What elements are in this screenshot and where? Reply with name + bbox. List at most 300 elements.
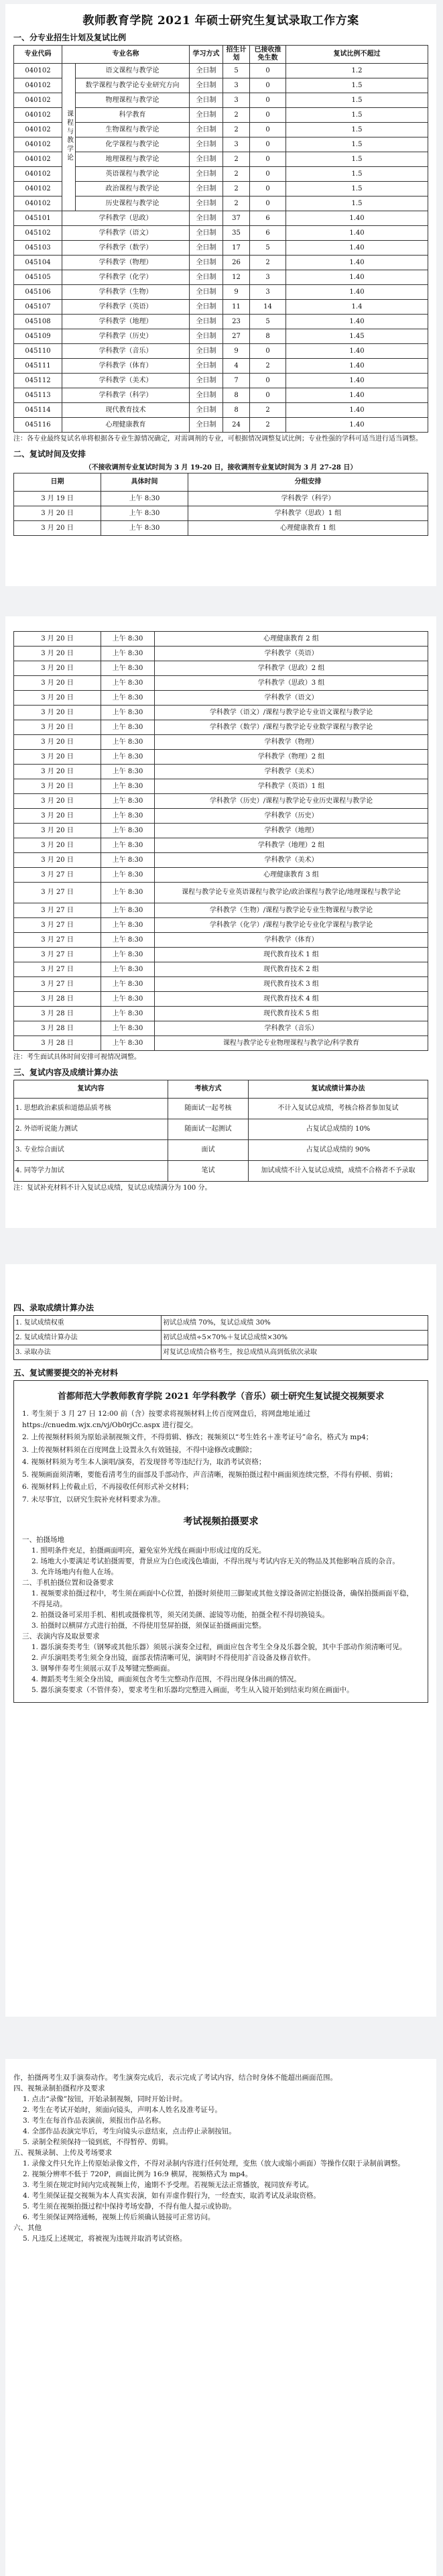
schedule-time: 上午 8:30 (101, 750, 155, 765)
requirement-heading: 作，拍摄两考生双手演奏动作。考生演奏完成后，表示完成了考试内容，结合时身体不能超出画面范围。 (13, 2074, 337, 2082)
enrollment-plan-table (13, 45, 428, 433)
major-name: 学科教学（音乐） (62, 344, 190, 359)
schedule-time: 上午 8:30 (101, 824, 155, 838)
schedule-time: 上午 8:30 (101, 521, 188, 536)
ratio: 1.40 (286, 256, 428, 270)
exam-calc: 不计入复试总成绩，考核合格者参加复试 (249, 1099, 428, 1119)
requirement-heading: 五、视频录制、上传及考场要求 (13, 2149, 112, 2157)
plan-count: 5 (223, 64, 250, 78)
major-name: 科学教育 (76, 108, 190, 123)
video-requirement-box (13, 1380, 428, 1703)
exam-content: 2. 外语听说能力测试 (14, 1119, 168, 1140)
requirement-item: 1. 视频要求拍摄过程中，考生须在画面中心位置，拍摄时须使用三脚架或其他支撑设备固定拍摄设备，确保拍摄画面平稳，不得晃动。 (31, 1589, 414, 1608)
major-name: 心理健康教育 (62, 418, 190, 433)
table-row (14, 64, 428, 78)
schedule-date: 3 月 20 日 (14, 647, 101, 661)
schedule-date: 3 月 27 日 (14, 948, 101, 962)
table-row (14, 1345, 428, 1360)
study-mode: 全日制 (190, 182, 223, 197)
table-row (14, 661, 428, 676)
recommended-count: 2 (250, 256, 286, 270)
study-mode: 全日制 (190, 93, 223, 108)
recommended-count: 3 (250, 285, 286, 300)
exam-method: 笔试 (168, 1161, 249, 1182)
section-3-note: 注：复试补充材料不计入复试总成绩，复试总成绩满分为 100 分。 (13, 1184, 212, 1192)
col-header-group: 分组安排 (188, 473, 428, 492)
plan-count: 23 (223, 315, 250, 329)
requirement-item: 3. 考生在每首作品表演前，须报出作品名称。 (23, 2117, 166, 2125)
schedule-date: 3 月 19 日 (14, 492, 101, 506)
table-row (14, 492, 428, 506)
exam-calc: 加试成绩不计入复试总成绩，成绩不合格者不予录取 (249, 1161, 428, 1182)
major-code: 045111 (14, 359, 62, 374)
rule-paragraph: 7. 未尽事宜，以研究生院补充材料要求为准。 (22, 1495, 165, 1504)
schedule-time: 上午 8:30 (101, 794, 155, 809)
plan-count: 27 (223, 329, 250, 344)
major-name: 学科教学（语文） (62, 226, 190, 241)
section-3-heading: 三、复试内容及成绩计算办法 (13, 1068, 119, 1077)
schedule-date: 3 月 20 日 (14, 750, 101, 765)
plan-count: 3 (223, 137, 250, 152)
study-mode: 全日制 (190, 152, 223, 167)
calc-rule: 初试总成绩 70%，复试总成绩 30% (162, 1316, 428, 1331)
recommended-count: 0 (250, 108, 286, 123)
table-row (14, 315, 428, 329)
table-row (14, 197, 428, 211)
major-code: 040102 (14, 167, 62, 182)
table-row (14, 1099, 428, 1119)
schedule-date: 3 月 20 日 (14, 824, 101, 838)
table-row (14, 809, 428, 824)
recommended-count: 5 (250, 241, 286, 256)
study-mode: 全日制 (190, 123, 223, 137)
requirement-item: 3. 拍摄时以横屏方式进行拍摄，不得使用竖屏拍摄，须保证拍摄画面完整。 (31, 1622, 266, 1630)
schedule-group: 学科教学（科学） (188, 492, 428, 506)
schedule-group: 学科教学（地理） (155, 824, 428, 838)
plan-count: 37 (223, 211, 250, 226)
major-name: 现代教育技术 (62, 403, 190, 418)
table-row (14, 794, 428, 809)
schedule-time: 上午 8:30 (101, 868, 155, 883)
requirement-item: 5. 录制全程须保持一镜到底，不得暂停、剪辑。 (23, 2138, 173, 2146)
plan-count: 4 (223, 359, 250, 374)
study-mode: 全日制 (190, 270, 223, 285)
plan-count: 35 (223, 226, 250, 241)
calc-item: 1. 复试成绩权重 (14, 1316, 162, 1331)
requirement-heading: 二、手机拍摄位置和设备要求 (22, 1579, 114, 1587)
ratio: 1.5 (286, 197, 428, 211)
major-code: 045101 (14, 211, 62, 226)
section-4-heading: 四、录取成绩计算办法 (13, 1303, 94, 1312)
ratio: 1.40 (286, 359, 428, 374)
col-header-calc: 复试成绩计算办法 (249, 1080, 428, 1099)
recommended-count: 2 (250, 418, 286, 433)
schedule-date: 3 月 20 日 (14, 676, 101, 691)
col-header-recommended: 已接收推免生数 (250, 46, 286, 64)
schedule-time: 上午 8:30 (101, 853, 155, 868)
study-mode: 全日制 (190, 137, 223, 152)
schedule-date: 3 月 20 日 (14, 794, 101, 809)
ratio: 1.40 (286, 241, 428, 256)
table-row (14, 868, 428, 883)
plan-count: 3 (223, 93, 250, 108)
major-code: 040102 (14, 78, 62, 93)
table-row (14, 1140, 428, 1161)
major-code: 040102 (14, 123, 62, 137)
schedule-group: 学科教学（历史）/课程与教学论专业历史课程与教学论 (155, 794, 428, 809)
table-row (14, 93, 428, 108)
recommended-count: 0 (250, 123, 286, 137)
schedule-time: 上午 8:30 (101, 883, 155, 903)
table-row (14, 647, 428, 661)
schedule-time: 上午 8:30 (101, 1021, 155, 1036)
schedule-time: 上午 8:30 (101, 706, 155, 720)
schedule-date: 3 月 27 日 (14, 903, 101, 918)
major-code: 040102 (14, 197, 62, 211)
schedule-group: 现代教育技术 2 组 (155, 962, 428, 977)
major-code: 045109 (14, 329, 62, 344)
table-row (14, 779, 428, 794)
major-name: 学科教学（物理） (62, 256, 190, 270)
major-name: 数学课程与教学论专业研究方向 (76, 78, 190, 93)
major-code: 045112 (14, 374, 62, 388)
schedule-group: 心理健康教育 3 组 (155, 868, 428, 883)
requirement-heading: 四、视频录制拍摄程序及要求 (13, 2084, 105, 2092)
schedule-time: 上午 8:30 (101, 918, 155, 933)
table-row (14, 853, 428, 868)
requirement-item: 1. 照明条件充足，拍摄画面明亮，避免室外光线在画面中形成过度的反光。 (31, 1547, 266, 1555)
requirement-item: 4. 舞蹈类考生须全身出镜，画面须包含考生完整动作范围，不得出现身体出画的情况。 (31, 1675, 301, 1683)
table-row (14, 706, 428, 720)
ratio: 1.5 (286, 78, 428, 93)
schedule-time: 上午 8:30 (101, 1036, 155, 1051)
table-row (14, 123, 428, 137)
plan-count: 9 (223, 285, 250, 300)
col-header-date: 日期 (14, 473, 101, 492)
schedule-group: 学科教学（英语）1 组 (155, 779, 428, 794)
plan-count: 2 (223, 152, 250, 167)
major-name: 历史课程与教学论 (76, 197, 190, 211)
col-header-name: 专业名称 (62, 46, 190, 64)
major-name: 学科教学（美术） (62, 374, 190, 388)
schedule-date: 3 月 28 日 (14, 1007, 101, 1021)
calc-rule: 初试总成绩÷5×70%＋复试总成绩×30% (162, 1331, 428, 1345)
plan-count: 26 (223, 256, 250, 270)
schedule-time: 上午 8:30 (101, 506, 188, 521)
ratio: 1.40 (286, 211, 428, 226)
major-name: 学科教学（思政） (62, 211, 190, 226)
study-mode: 全日制 (190, 315, 223, 329)
col-header-method: 考核方式 (168, 1080, 249, 1099)
table-row (14, 1007, 428, 1021)
table-row (14, 676, 428, 691)
requirement-item: 2. 考生在考试开始时，须面向镜头，声明本人姓名及准考证号。 (23, 2106, 222, 2114)
table-row (14, 137, 428, 152)
table-row (14, 182, 428, 197)
plan-count: 7 (223, 374, 250, 388)
table-row (14, 903, 428, 918)
ratio: 1.40 (286, 403, 428, 418)
exam-method: 面试 (168, 1140, 249, 1161)
schedule-date: 3 月 27 日 (14, 868, 101, 883)
plan-count: 2 (223, 197, 250, 211)
major-name: 物理课程与教学论 (76, 93, 190, 108)
study-mode: 全日制 (190, 241, 223, 256)
schedule-time: 上午 8:30 (101, 977, 155, 992)
ratio: 1.40 (286, 315, 428, 329)
schedule-date: 3 月 28 日 (14, 1036, 101, 1051)
study-mode: 全日制 (190, 167, 223, 182)
schedule-group: 学科教学（思政）3 组 (155, 676, 428, 691)
major-name: 学科教学（生物） (62, 285, 190, 300)
study-mode: 全日制 (190, 226, 223, 241)
major-code: 045116 (14, 418, 62, 433)
table-row (14, 824, 428, 838)
recommended-count: 0 (250, 374, 286, 388)
table-row (14, 329, 428, 344)
schedule-date: 3 月 28 日 (14, 1021, 101, 1036)
exam-calc: 占复试总成绩的 90% (249, 1140, 428, 1161)
study-mode: 全日制 (190, 329, 223, 344)
calc-rule: 对复试总成绩合格考生，按总成绩从高到低依次录取 (162, 1345, 428, 1360)
ratio: 1.5 (286, 152, 428, 167)
schedule-group: 学科教学（物理） (155, 735, 428, 750)
study-mode: 全日制 (190, 403, 223, 418)
requirement-heading: 六、其他 (13, 2224, 42, 2232)
schedule-time: 上午 8:30 (101, 632, 155, 647)
recommended-count: 5 (250, 315, 286, 329)
schedule-group: 课程与教学论专业物理课程与教学论/科学教育 (155, 1036, 428, 1051)
rule-paragraph: 6. 视频材料上传截止后，不再接收任何形式补交材料； (22, 1483, 193, 1491)
schedule-time: 上午 8:30 (101, 962, 155, 977)
calc-item: 3. 录取办法 (14, 1345, 162, 1360)
major-code: 045105 (14, 270, 62, 285)
col-header-code: 专业代码 (14, 46, 62, 64)
major-name: 学科教学（体育） (62, 359, 190, 374)
exam-content: 4. 同等学力加试 (14, 1161, 168, 1182)
schedule-group: 学科教学（思政）1 组 (188, 506, 428, 521)
schedule-table-part-2 (13, 631, 428, 1051)
major-name: 学科教学（数学） (62, 241, 190, 256)
schedule-group: 现代教育技术 1 组 (155, 948, 428, 962)
table-row (14, 108, 428, 123)
ratio: 1.40 (286, 344, 428, 359)
major-name: 学科教学（地理） (62, 315, 190, 329)
plan-count: 2 (223, 123, 250, 137)
exam-method: 随面试一起考核 (168, 1099, 249, 1119)
table-row (14, 720, 428, 735)
study-mode: 全日制 (190, 344, 223, 359)
schedule-group: 学科教学（英语） (155, 647, 428, 661)
section-2-note: 注：考生面试具体时间安排可视情况调整。 (13, 1054, 141, 1061)
col-header-mode: 学习方式 (190, 46, 223, 64)
major-name: 学科教学（科学） (62, 388, 190, 403)
table-row (14, 977, 428, 992)
table-row (14, 78, 428, 93)
table-row (14, 1021, 428, 1036)
requirement-item: 3. 考生须在规定时间内完成视频上传，逾期不予受理。若视频无法正常播放，视同放弃考试。 (23, 2181, 314, 2189)
schedule-date: 3 月 20 日 (14, 735, 101, 750)
schedule-time: 上午 8:30 (101, 720, 155, 735)
table-row (14, 1331, 428, 1345)
table-row (14, 918, 428, 933)
table-row (14, 167, 428, 182)
schedule-date: 3 月 27 日 (14, 933, 101, 948)
exam-calc: 占复试总成绩的 10% (249, 1119, 428, 1140)
study-mode: 全日制 (190, 374, 223, 388)
recommended-count: 0 (250, 344, 286, 359)
video-doc-title: 首都师范大学教师教育学院 2021 年学科教学（音乐）硕士研究生复试提交视频要求 (57, 1392, 385, 1402)
schedule-time: 上午 8:30 (101, 676, 155, 691)
major-name: 地理课程与教学论 (76, 152, 190, 167)
study-mode: 全日制 (190, 359, 223, 374)
document-page-2 (5, 616, 436, 1228)
recommended-count: 0 (250, 388, 286, 403)
section-1-heading: 一、分专业招生计划及复试比例 (13, 33, 127, 42)
schedule-time: 上午 8:30 (101, 903, 155, 918)
major-code: 045107 (14, 300, 62, 315)
rule-paragraph: 2. 上传视频材料须为原始录制视频文件，不得剪辑、修改；视频须以“考生姓名＋准考证号”命名，格式为 mp4； (22, 1433, 373, 1441)
group-label-text: 课程与教学论 (65, 109, 73, 162)
study-mode: 全日制 (190, 211, 223, 226)
schedule-time: 上午 8:30 (101, 647, 155, 661)
plan-count: 24 (223, 418, 250, 433)
group-label (62, 64, 76, 211)
ratio: 1.45 (286, 329, 428, 344)
exam-content-table (13, 1080, 428, 1182)
section-2-heading: 二、复试时间及安排 (13, 449, 86, 459)
document-title: 教师教育学院 2021 年硕士研究生复试录取工作方案 (82, 14, 359, 27)
schedule-group: 心理健康教育 2 组 (155, 632, 428, 647)
schedule-date: 3 月 20 日 (14, 853, 101, 868)
study-mode: 全日制 (190, 256, 223, 270)
plan-count: 17 (223, 241, 250, 256)
requirement-heading: 一、拍摄场地 (22, 1536, 64, 1544)
ratio: 1.2 (286, 64, 428, 78)
schedule-date: 3 月 20 日 (14, 838, 101, 853)
col-header-ratio: 复试比例不超过 (286, 46, 428, 64)
table-row (14, 506, 428, 521)
schedule-date: 3 月 27 日 (14, 883, 101, 903)
study-mode: 全日制 (190, 418, 223, 433)
table-row (14, 285, 428, 300)
schedule-group: 学科教学（历史） (155, 809, 428, 824)
recommended-count: 0 (250, 64, 286, 78)
schedule-time: 上午 8:30 (101, 948, 155, 962)
schedule-group: 学科教学（数学）/课程与教学论专业数学课程与教学论 (155, 720, 428, 735)
schedule-date: 3 月 20 日 (14, 779, 101, 794)
major-code: 040102 (14, 182, 62, 197)
table-row (14, 962, 428, 977)
major-code: 040102 (14, 93, 62, 108)
calc-item: 2. 复试成绩计算办法 (14, 1331, 162, 1345)
recommended-count: 0 (250, 152, 286, 167)
document-page-3 (5, 1264, 436, 2017)
requirement-item: 3. 允许场地内有他人在场。 (31, 1568, 118, 1576)
schedule-time: 上午 8:30 (101, 492, 188, 506)
schedule-time: 上午 8:30 (101, 933, 155, 948)
schedule-group: 学科教学（体育） (155, 933, 428, 948)
ratio: 1.5 (286, 108, 428, 123)
schedule-group: 学科教学（思政）2 组 (155, 661, 428, 676)
major-code: 040102 (14, 137, 62, 152)
ratio: 1.40 (286, 270, 428, 285)
schedule-time: 上午 8:30 (101, 809, 155, 824)
plan-count: 9 (223, 344, 250, 359)
ratio: 1.5 (286, 137, 428, 152)
requirement-item: 6. 考生须保证网络通畅，视频上传后须确认链接可正常访问。 (23, 2213, 215, 2221)
study-mode: 全日制 (190, 285, 223, 300)
major-code: 045113 (14, 388, 62, 403)
recommended-count: 0 (250, 197, 286, 211)
schedule-time: 上午 8:30 (101, 691, 155, 706)
recommended-count: 6 (250, 211, 286, 226)
schedule-date: 3 月 20 日 (14, 765, 101, 779)
requirement-item: 1. 点击“录像”按钮，开始录制视频，同时开始计时。 (23, 2095, 187, 2103)
recommended-count: 14 (250, 300, 286, 315)
requirement-item: 2. 场地大小要满足考试拍摄需要，背景应为白色或浅色墙面，不得出现与考试内容无关的物品及其他影响音质的杂音。 (31, 1557, 399, 1565)
section-1-note: 注：各专业最终复试名单将根据各专业生源情况确定，对需调剂的专业，可根据情况调整复试比例；专业性强的学科可适当进行适当调整。 (13, 435, 422, 443)
ratio: 1.40 (286, 285, 428, 300)
table-row (14, 211, 428, 226)
ratio: 1.40 (286, 418, 428, 433)
table-row (14, 948, 428, 962)
requirement-item: 4. 考生须保证提交视频为本人真实表演，如有弄虚作假行为，一经查实，取消考试及录取资格。 (23, 2192, 320, 2200)
recommended-count: 0 (250, 78, 286, 93)
schedule-date: 3 月 20 日 (14, 506, 101, 521)
schedule-time: 上午 8:30 (101, 735, 155, 750)
table-row (14, 403, 428, 418)
plan-count: 2 (223, 108, 250, 123)
ratio: 1.5 (286, 167, 428, 182)
section-2-subtitle: （不接收调剂专业复试时间为 3 月 19-20 日，接收调剂专业复试时间为 3 月 27-28 日） (84, 464, 357, 471)
recommended-count: 6 (250, 226, 286, 241)
major-code: 045104 (14, 256, 62, 270)
recommended-count: 0 (250, 93, 286, 108)
schedule-date: 3 月 20 日 (14, 720, 101, 735)
major-code: 045110 (14, 344, 62, 359)
study-mode: 全日制 (190, 388, 223, 403)
requirement-item: 5. 器乐演奏要求（不管伴奏），要求考生和乐器均完整进入画面，考生从入镜开始到结束均须在画面中。 (31, 1686, 354, 1694)
submission-rules (22, 1408, 420, 1505)
schedule-date: 3 月 20 日 (14, 706, 101, 720)
requirement-heading: 三、表演内容及取景要求 (22, 1632, 100, 1640)
table-row (14, 1119, 428, 1140)
plan-count: 8 (223, 403, 250, 418)
recommended-count: 2 (250, 403, 286, 418)
table-row (14, 1161, 428, 1182)
major-code: 040102 (14, 152, 62, 167)
major-name: 语文课程与教学论 (76, 64, 190, 78)
schedule-date: 3 月 20 日 (14, 661, 101, 676)
study-mode: 全日制 (190, 64, 223, 78)
requirement-item: 2. 声乐演唱类考生须全身出镜，面部表情清晰可见，演唱时不得使用扩音设备及修音软件。 (31, 1654, 315, 1662)
schedule-group: 学科教学（生物）/课程与教学论专业生物课程与教学论 (155, 903, 428, 918)
requirement-item: 2. 拍摄设备可采用手机、相机或摄像机等，须关闭美颜、滤镜等功能，拍摄全程不得切换镜头。 (31, 1611, 329, 1619)
study-mode: 全日制 (190, 197, 223, 211)
major-code: 045106 (14, 285, 62, 300)
schedule-table-part-1 (13, 473, 428, 536)
schedule-time: 上午 8:30 (101, 1007, 155, 1021)
col-header-plan: 招生计划 (223, 46, 250, 64)
rule-paragraph: 3. 上传视频材料须在百度网盘上设置永久有效链接，不得中途修改或删除； (22, 1445, 257, 1454)
study-mode: 全日制 (190, 108, 223, 123)
table-row (14, 418, 428, 433)
table-row (14, 344, 428, 359)
col-header-time: 具体时间 (101, 473, 188, 492)
exam-content: 1. 思想政治素质和道德品质考核 (14, 1099, 168, 1119)
video-shooting-heading: 考试视频拍摄要求 (183, 1516, 259, 1527)
